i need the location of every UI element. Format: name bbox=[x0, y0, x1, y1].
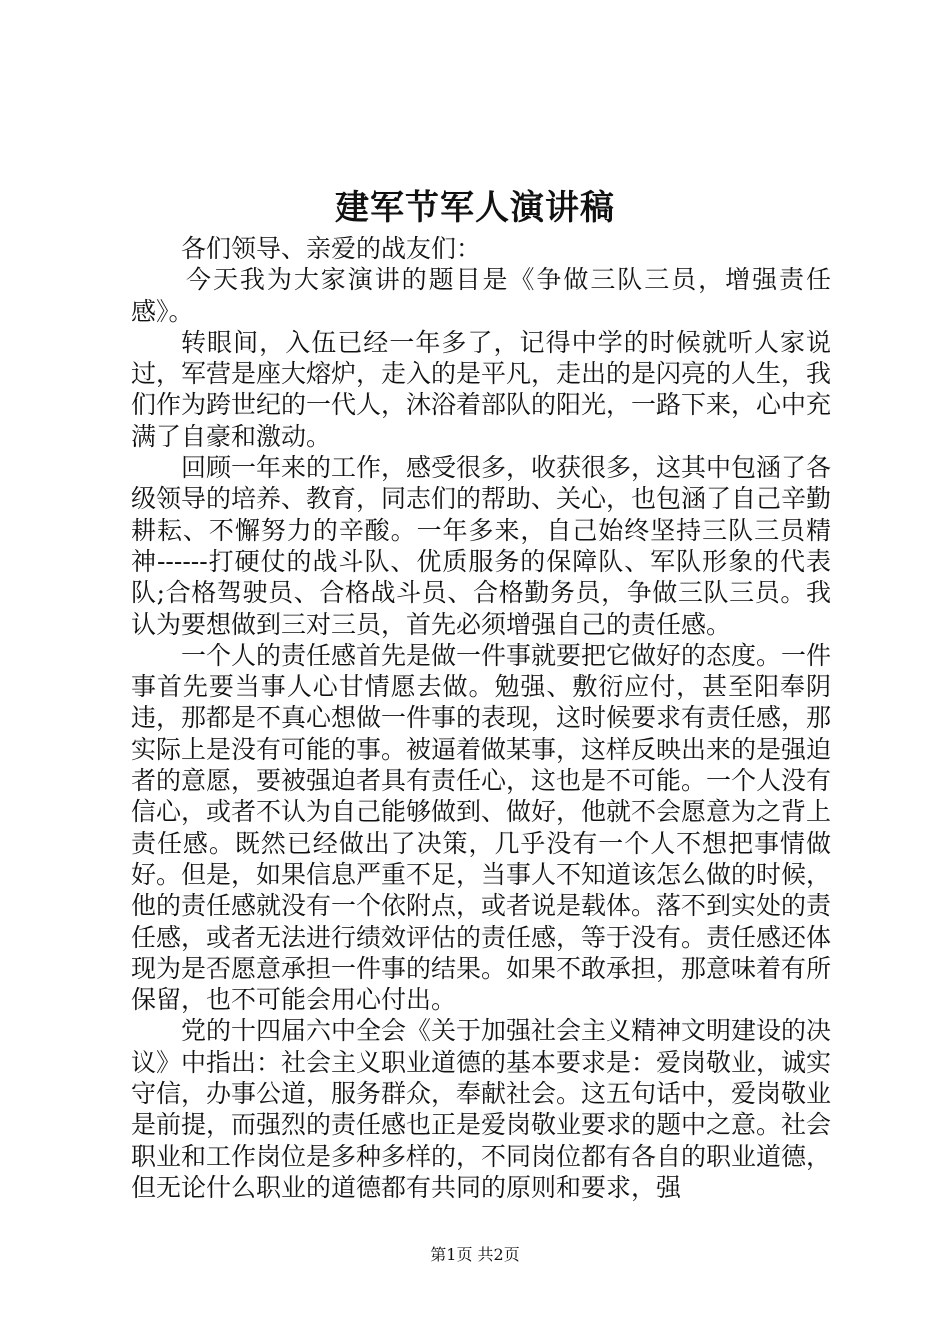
page-footer: 第1页 共2页 bbox=[430, 1245, 520, 1264]
paragraph-intro: 转眼间，入伍已经一年多了，记得中学的时候就听人家说过，军营是座大熔炉，走入的是平凡，走出的是闪亮的人生，我们作为跨世纪的一代人，沐浴着部队的阳光，一路下来，心中充满了自豪和激动。 bbox=[131, 327, 832, 451]
paragraph-topic: 今天我为大家演讲的题目是《争做三队三员，增强责任感》。 bbox=[131, 265, 831, 326]
paragraph-party-resolution: 党的十四届六中全会《关于加强社会主义精神文明建设的决议》中指出：社会主义职业道德的基本要求是：爱岗敬业，诚实守信，办事公道，服务群众，奉献社会。这五句话中，爱岗敬业是前提，而强烈的责任感也正是爱岗敬业要求的题中之意。社会职业和工作岗位是多种多样的，不同岗位都有各自的职业道德，但无论什么职业的道德都有共同的原则和要求，强 bbox=[131, 1016, 832, 1202]
paragraph-responsibility: 一个人的责任感首先是做一件事就要把它做好的态度。一件事首先要当事人心甘情愿去做。勉强、敷衍应付，甚至阳奉阴违，那都是不真心想做一件事的表现，这时候要求有责任感，那实际上是没有可能的事。被逼着做某事，这样反映出来的是强迫者的意愿，要被强迫者具有责任心，这也是不可能。一个人没有信心，或者不认为自己能够做到、做好，他就不会愿意为之背上责任感。既然已经做出了决策，几乎没有一个人不想把事情做好。但是，如果信息严重不足，当事人不知道该怎么做的时候，他的责任感就没有一个依附点，或者说是载体。落不到实处的责任感，或者无法进行绩效评估的责任感，等于没有。责任感还体现为是否愿意承担一件事的结果。如果不敢承担，那意味着有所保留，也不可能会用心付出。 bbox=[131, 640, 832, 1015]
document-body bbox=[131, 233, 831, 1203]
document-title: 建军节军人演讲稿 bbox=[335, 188, 615, 228]
paragraph-review: 回顾一年来的工作，感受很多，收获很多，这其中包涵了各级领导的培养、教育，同志们的帮助、关心，也包涵了自己辛勤耕耘、不懈努力的辛酸。一年多来，自己始终坚持三队三员精神------打硬仗的战斗队、优质服务的保障队、军队形象的代表队;合格驾驶员、合格战斗员、合格勤务员，争做三队三员。我认为要想做到三对三员，首先必须增强自己的责任感。 bbox=[131, 453, 832, 639]
paragraph-salutation: 各们领导、亲爱的战友们： bbox=[181, 234, 482, 263]
